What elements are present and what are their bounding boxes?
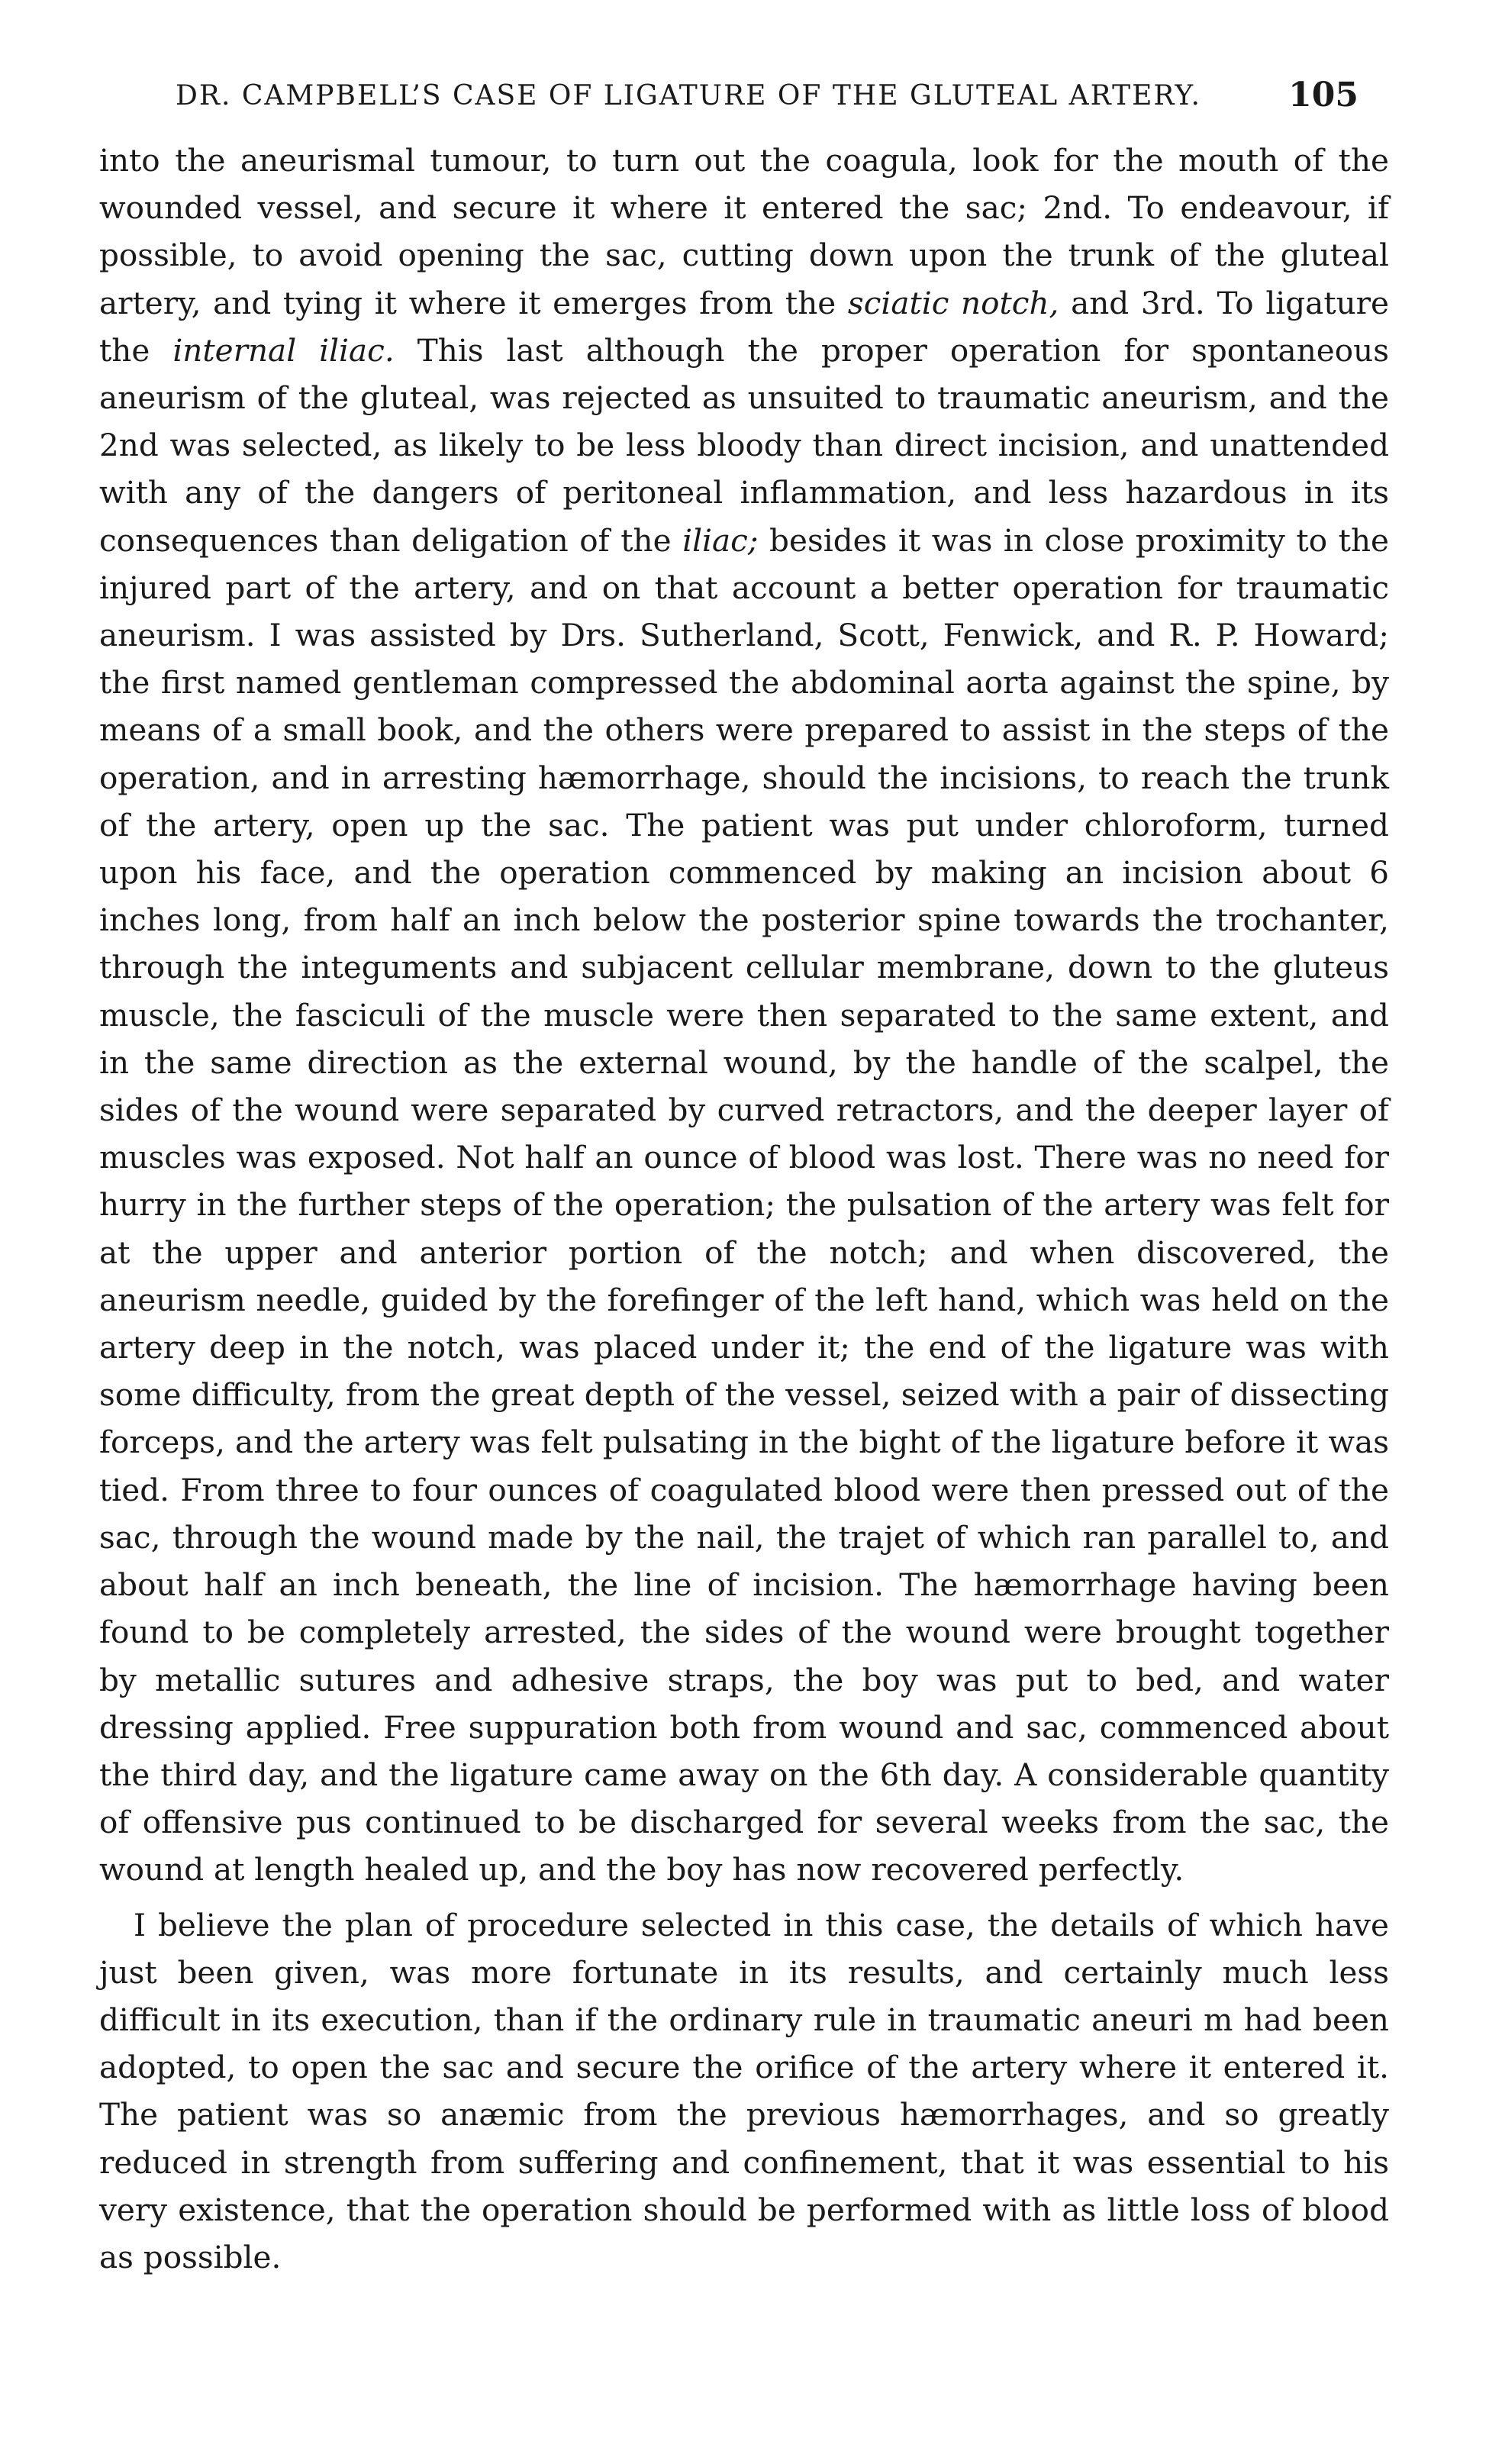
document-page bbox=[99, 73, 1389, 2281]
paragraph-2: I believe the plan of procedure selected in this case, the details of which have just been given, was more fortunate in its results, and certainly much less difficult in its execution, than if the ordinary rule in traumatic aneuri m had been adopted, to open the sac and secure the orifice of the artery where it entered it. The patient was so anæmic from the previous hæmorrhages, and so greatly reduced in strength from suffering and confinement, that it was essential to his very existence, that the operation should be performed with as little loss of blood as possible. bbox=[99, 1906, 1389, 2275]
body-text bbox=[99, 137, 1389, 2281]
page-number: 105 bbox=[1288, 76, 1358, 114]
p1-italic-internal-iliac: internal iliac. bbox=[172, 331, 395, 369]
p1-segment-4: besides it was in close proximity to the injured part of the artery, and on that account a better operation for traumatic aneurism. I was assisted by Drs. Sutherland, Scott, Fenwick, and R. P. Howard; the first named gentleman compressed the abdominal aorta against the spine, by means of a small book, and the others were prepared to assist in the steps of the operation, and in arresting hæmorrhage, should the incisions, to reach the trunk of the artery, open up the sac. The patient was put under chloroform, turned upon his face, and the operation commenced by making an incision about 6 inches long, from half an inch below the posterior spine towards the trochanter, through the integuments and subjacent cellular membrane, down to the gluteus muscle, the fasciculi of the muscle were then separated to the same extent, and in the same direction as the external wound, by the handle of the scalpel, the sides of the wound were separated by curved retractors, and the deeper layer of muscles was exposed. Not half an ounce of blood was lost. There was no need for hurry in the further steps of the operation; the pulsation of the artery was felt for at the upper and anterior portion of the notch; and when discovered, the aneurism needle, guided by the forefinger of the left hand, which was held on the artery deep in the notch, was placed under it; the end of the ligature was with some difficulty, from the great depth of the vessel, seized with a pair of dissecting forceps, and the artery was felt pulsating in the bight of the ligature before it was tied. From three to four ounces of coagulated blood were then pressed out of the sac, through the wound made by the nail, the trajet of which ran parallel to, and about half an inch beneath, the line of incision. The hæmorrhage having been found to be completely arrested, the sides of the wound were brought together by metallic sutures and adhesive straps, the boy was put to bed, and water dressing applied. Free suppuration both from wound and sac, commenced about the third day, and the ligature came away on the 6th day. A considerable quantity of offensive pus continued to be discharged for several weeks from the sac, the wound at length healed up, and the boy has now recovered perfectly. bbox=[99, 521, 1389, 1888]
running-header bbox=[99, 73, 1389, 126]
paragraph-1 bbox=[99, 137, 1389, 1894]
running-title: DR. CAMPBELL’S CASE OF LIGATURE OF THE GLUTEAL ARTERY. bbox=[176, 80, 1201, 111]
p1-segment-3: This last although the proper operation for spontaneous aneurism of the gluteal, was rejected as unsuited to traumatic aneurism, and the 2nd was selected, as likely to be less bloody than direct incision, and unattended with any of the dangers of peritoneal inflammation, and less hazardous in its consequences than deligation of the bbox=[99, 331, 1389, 559]
p1-italic-iliac: iliac; bbox=[682, 521, 759, 559]
p1-segment-1: into the aneurismal tumour, to turn out the coagula, look for the mouth of the wounded vessel, and secure it where it entered the sac; 2nd. To endeavour, if possible, to avoid opening the sac, cutting down upon the trunk of the gluteal artery, and tying it where it emerges from the bbox=[99, 142, 1389, 321]
p1-italic-sciatic-notch: sciatic notch, bbox=[847, 284, 1059, 321]
p1-segment-2: and 3rd. To ligature the bbox=[99, 284, 1389, 369]
